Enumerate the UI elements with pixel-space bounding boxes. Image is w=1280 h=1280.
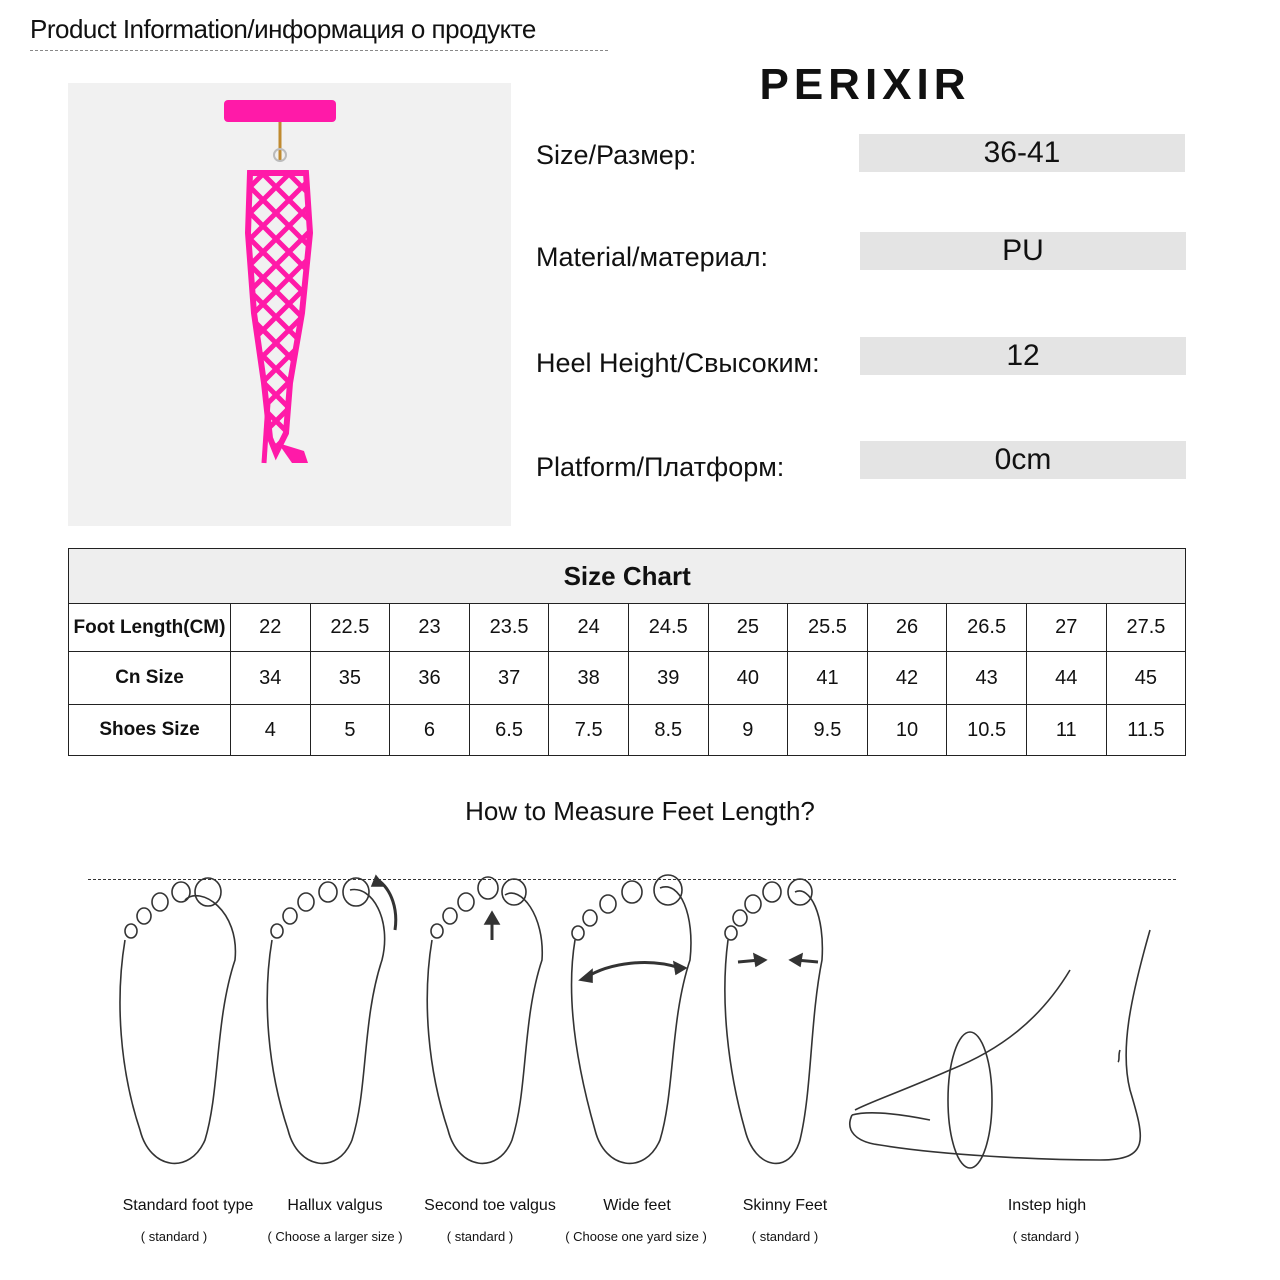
spec-size-value: 36-41 <box>859 134 1185 172</box>
table-cell: 27.5 <box>1106 604 1186 652</box>
size-chart-table <box>68 548 1186 756</box>
row-label: Shoes Size <box>69 705 231 756</box>
row-label: Cn Size <box>69 652 231 705</box>
table-cell: 45 <box>1106 652 1186 705</box>
table-row <box>69 604 1186 652</box>
size-chart-title: Size Chart <box>69 549 1186 604</box>
table-cell: 44 <box>1026 652 1106 705</box>
spec-size-label: Size/Размер: <box>536 140 697 170</box>
foot-sub-standard: ( standard ) <box>140 1229 208 1244</box>
hallux-valgus-foot-icon <box>267 876 396 1163</box>
instep-high-foot-icon <box>850 930 1150 1168</box>
table-cell: 26.5 <box>947 604 1027 652</box>
foot-sub-skinny: ( standard ) <box>751 1229 819 1244</box>
table-cell: 26 <box>867 604 947 652</box>
row-label: Foot Length(CM) <box>69 604 231 652</box>
title-underline <box>30 50 608 51</box>
foot-sub-second-toe: ( standard ) <box>446 1229 514 1244</box>
feet-illustrations <box>0 870 1280 1190</box>
table-cell: 11 <box>1026 705 1106 756</box>
table-cell: 10 <box>867 705 947 756</box>
foot-label-standard: Standard foot type <box>122 1197 254 1214</box>
table-cell: 37 <box>469 652 549 705</box>
brand-logo: PERIXIR <box>759 60 971 109</box>
foot-label-instep: Instep high <box>1007 1197 1087 1214</box>
table-cell: 36 <box>390 652 470 705</box>
skinny-feet-foot-icon <box>725 879 823 1163</box>
measure-title: How to Measure Feet Length? <box>465 796 815 826</box>
table-cell: 22.5 <box>310 604 390 652</box>
spec-heel-label: Heel Height/Свысоким: <box>536 348 820 378</box>
table-cell: 34 <box>231 652 311 705</box>
table-cell: 11.5 <box>1106 705 1186 756</box>
foot-label-skinny: Skinny Feet <box>742 1197 828 1214</box>
table-cell: 9 <box>708 705 788 756</box>
spec-material-label: Material/материал: <box>536 242 768 272</box>
thigh-boot-illustration <box>68 83 511 526</box>
spec-platform-label: Platform/Платформ: <box>536 452 785 482</box>
table-cell: 41 <box>788 652 868 705</box>
second-toe-valgus-foot-icon <box>427 877 542 1163</box>
table-cell: 42 <box>867 652 947 705</box>
spec-heel-value: 12 <box>860 337 1186 375</box>
page-title: Product Information/информация о продукте <box>30 14 536 44</box>
table-cell: 38 <box>549 652 629 705</box>
table-cell: 23.5 <box>469 604 549 652</box>
table-cell: 9.5 <box>788 705 868 756</box>
foot-label-wide: Wide feet <box>603 1197 671 1214</box>
table-cell: 22 <box>231 604 311 652</box>
table-cell: 23 <box>390 604 470 652</box>
foot-sub-hallux: ( Choose a larger size ) <box>267 1229 403 1244</box>
table-cell: 25 <box>708 604 788 652</box>
spec-platform-value: 0cm <box>860 441 1186 479</box>
wide-feet-foot-icon <box>572 875 691 1163</box>
table-cell: 6 <box>390 705 470 756</box>
table-cell: 35 <box>310 652 390 705</box>
table-cell: 40 <box>708 652 788 705</box>
spec-material-value: PU <box>860 232 1186 270</box>
foot-label-hallux: Hallux valgus <box>287 1197 383 1214</box>
table-cell: 24 <box>549 604 629 652</box>
table-cell: 43 <box>947 652 1027 705</box>
table-cell: 6.5 <box>469 705 549 756</box>
table-row <box>69 652 1186 705</box>
foot-label-second-toe: Second toe valgus <box>424 1197 556 1214</box>
table-cell: 25.5 <box>788 604 868 652</box>
table-cell: 8.5 <box>628 705 708 756</box>
table-cell: 27 <box>1026 604 1106 652</box>
table-cell: 24.5 <box>628 604 708 652</box>
table-row <box>69 705 1186 756</box>
table-cell: 5 <box>310 705 390 756</box>
table-cell: 7.5 <box>549 705 629 756</box>
table-cell: 4 <box>231 705 311 756</box>
table-cell: 10.5 <box>947 705 1027 756</box>
standard-foot-icon <box>120 878 235 1163</box>
table-cell: 39 <box>628 652 708 705</box>
foot-sub-wide: ( Choose one yard size ) <box>565 1229 707 1244</box>
product-image <box>68 83 511 526</box>
foot-sub-instep: ( standard ) <box>1012 1229 1080 1244</box>
